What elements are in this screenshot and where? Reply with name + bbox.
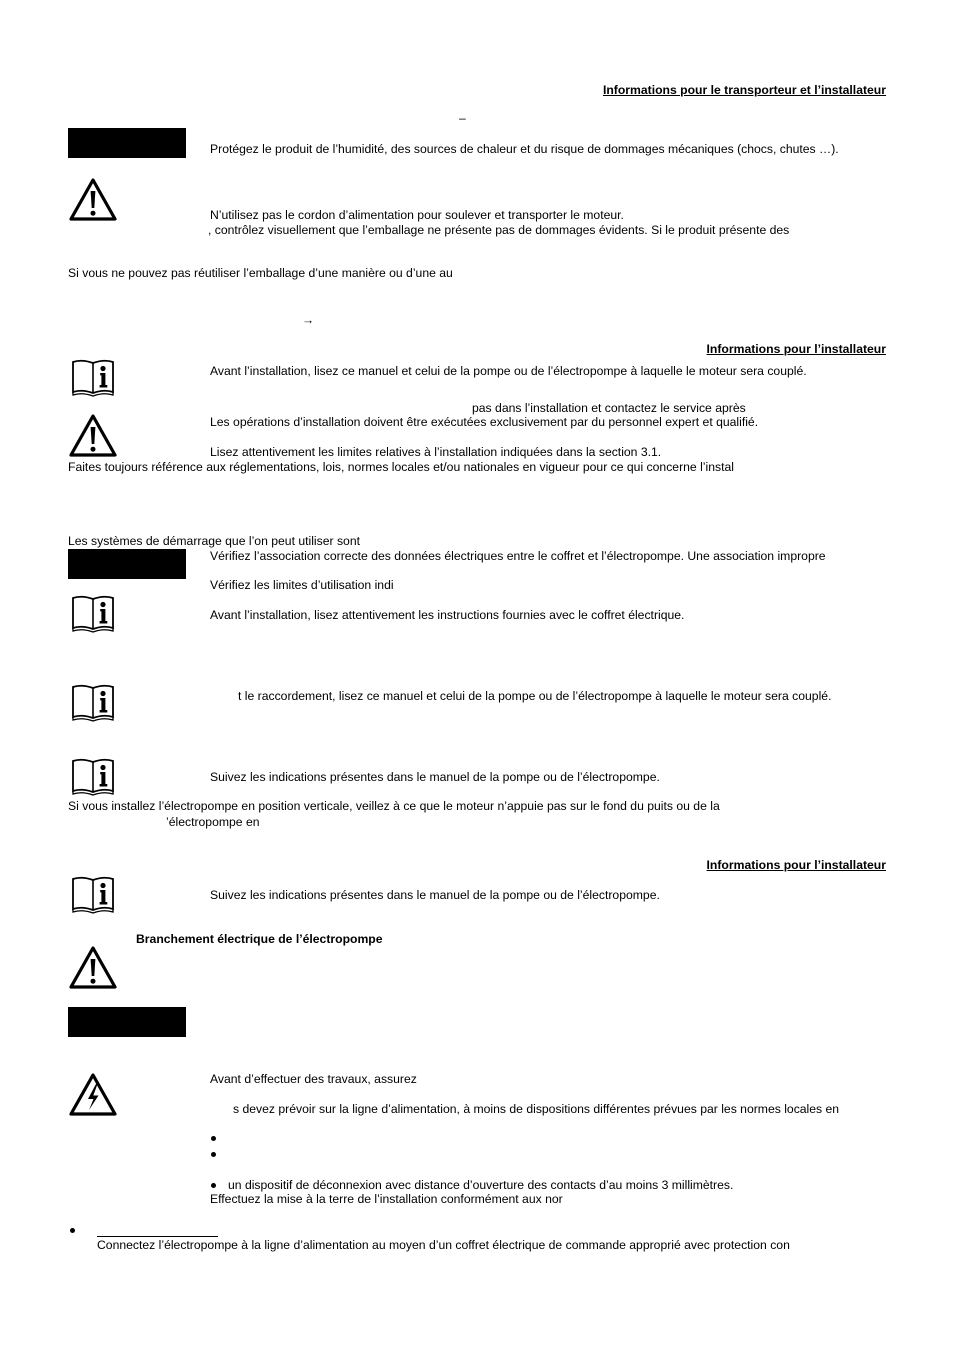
text-line: Les opérations d’installation doivent être exécutées exclusivement par du personnel expert et qualifié. (210, 415, 759, 429)
text-line: Faites toujours référence aux réglementations, lois, normes locales et/ou nationales en vigueur pour ce qui concerne l’instal (68, 460, 734, 474)
warning-icon (68, 413, 118, 458)
text-line: Avant l’installation, lisez attentivement les instructions fournies avec le coffret électrique. (210, 608, 685, 622)
text-line: Suivez les indications présentes dans le manuel de la pompe ou de l’électropompe. (210, 770, 660, 784)
bullet-mark (211, 1136, 216, 1141)
text-line: Effectuez la mise à la terre de l’installation conformément aux nor (210, 1192, 563, 1206)
text-line: t le raccordement, lisez ce manuel et celui de la pompe ou de l’électropompe à laquelle le moteur sera couplé. (238, 689, 832, 703)
text-line: s devez prévoir sur la ligne d’alimentation, à moins de dispositions différentes prévues par les normes locales en (233, 1102, 840, 1116)
text-line: Avant d’effectuer des travaux, assurez (210, 1072, 417, 1086)
text-line: pas dans l’installation et contactez le service après (472, 401, 746, 415)
notice-block (68, 1007, 186, 1037)
text-line: Vérifiez les limites d’utilisation indi (210, 578, 394, 592)
subsection-title: Branchement électrique de l’électropompe (136, 932, 383, 946)
section-header-install: Informations pour l’installateur (706, 342, 886, 356)
manual-icon (69, 358, 117, 398)
warning-icon (68, 177, 118, 222)
text-line: Connectez l’électropompe à la ligne d’alimentation au moyen d’un coffret électrique de commande approprié avec protection con (97, 1238, 790, 1252)
arrow-mark: → (302, 313, 315, 327)
underline-rule (97, 1236, 218, 1237)
bullet-mark (70, 1228, 75, 1233)
text-line: Lisez attentivement les limites relatives à l’installation indiquées dans la section 3.1. (210, 445, 662, 459)
text-line: Si vous ne pouvez pas réutiliser l’emballage d’une manière ou d’une au (68, 266, 453, 280)
notice-block (68, 128, 186, 158)
text-line: , contrôlez visuellement que l’emballage ne présente pas de dommages évidents. Si le produit présente des (208, 223, 790, 237)
manual-icon (69, 875, 117, 915)
section-header-transport: Informations pour le transporteur et l’installateur (602, 83, 886, 97)
text-line: Les systèmes de démarrage que l’on peut utiliser sont (68, 534, 360, 548)
section-header-install: Informations pour l’installateur (706, 858, 886, 872)
text-line: Si vous installez l’électropompe en position verticale, veillez à ce que le moteur n’appuie pas sur le fond du puits ou de la (68, 799, 720, 813)
dash-mark: – (459, 111, 466, 125)
bullet-mark (211, 1183, 216, 1188)
notice-block (68, 549, 186, 579)
electrical-hazard-icon (68, 1072, 118, 1117)
warning-icon (68, 945, 118, 990)
text-line: ’électropompe en (166, 815, 260, 829)
text-line: N’utilisez pas le cordon d’alimentation pour soulever et transporter le moteur. (210, 208, 624, 222)
manual-icon (69, 683, 117, 723)
manual-icon (69, 757, 117, 797)
text-line: Protégez le produit de l’humidité, des sources de chaleur et du risque de dommages mécaniques (chocs, chutes …). (210, 142, 839, 156)
manual-icon (69, 594, 117, 634)
bullet-mark (211, 1152, 216, 1157)
text-line: un dispositif de déconnexion avec distance d’ouverture des contacts d’au moins 3 millimètres. (228, 1178, 734, 1192)
text-line: Suivez les indications présentes dans le manuel de la pompe ou de l’électropompe. (210, 888, 660, 902)
text-line: Vérifiez l’association correcte des données électriques entre le coffret et l’électropompe. Une association impropre (210, 549, 826, 563)
text-line: Avant l’installation, lisez ce manuel et celui de la pompe ou de l’électropompe à laquelle le moteur sera couplé. (210, 364, 807, 378)
